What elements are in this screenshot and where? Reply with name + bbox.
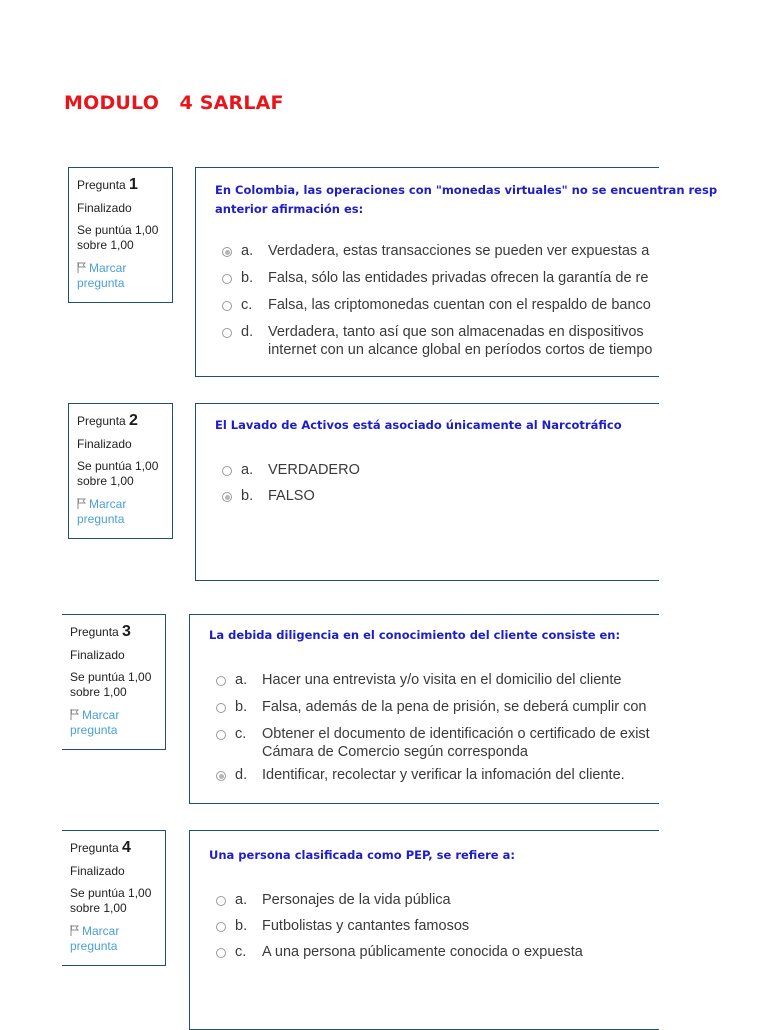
question-heading xyxy=(70,839,157,857)
option-text-line-2: internet con un alcance global en períodos cortos de tiempo xyxy=(268,342,653,358)
flag-question-link[interactable] xyxy=(70,708,157,738)
option-text: Identificar, recolectar y verificar la infomación del cliente. xyxy=(262,767,625,783)
option-text: Falsa, sólo las entidades privadas ofrecen la garantía de re xyxy=(268,270,649,286)
question-content xyxy=(195,167,718,377)
option-text-line-1: Obtener el documento de identificación o certificado de exist xyxy=(262,726,650,742)
question-score xyxy=(77,223,164,253)
answer-option-a[interactable] xyxy=(222,461,659,479)
flag-line-2: pregunta xyxy=(70,939,118,953)
flag-question-link[interactable] xyxy=(77,497,164,527)
question-number: 3 xyxy=(122,623,131,640)
flag-icon xyxy=(77,262,86,273)
question-state: Finalizado xyxy=(77,437,132,451)
option-letter: a. xyxy=(241,243,254,259)
score-line-2: sobre 1,00 xyxy=(77,238,134,252)
option-letter: a. xyxy=(241,462,254,478)
score-line-1: Se puntúa 1,00 xyxy=(70,886,152,900)
question-number: 2 xyxy=(129,412,138,429)
option-letter: a. xyxy=(235,672,248,688)
flag-line-2: pregunta xyxy=(77,512,125,526)
option-text: Falsa, las criptomonedas cuentan con el respaldo de banco xyxy=(268,297,651,313)
option-text-line-2: Cámara de Comercio según corresponda xyxy=(262,744,528,760)
answer-options xyxy=(222,242,659,359)
option-text: VERDADERO xyxy=(268,462,360,478)
answer-option-d[interactable] xyxy=(222,323,659,359)
option-letter: d. xyxy=(235,767,248,783)
option-letter: c. xyxy=(235,944,247,960)
question-3 xyxy=(0,614,768,806)
question-content xyxy=(189,614,659,804)
question-text xyxy=(215,416,622,435)
question-info-box xyxy=(62,614,166,750)
flag-line-2: pregunta xyxy=(77,276,125,290)
answer-option-b[interactable] xyxy=(222,269,659,287)
question-score xyxy=(70,886,157,916)
question-heading xyxy=(77,412,164,430)
option-text: Futbolistas y cantantes famosos xyxy=(262,918,470,934)
option-text: Falsa, además de la pena de prisión, se deberá cumplir con xyxy=(262,699,647,715)
document-title: MODULO 4 SARLAF xyxy=(64,92,284,114)
option-text: Personajes de la vida pública xyxy=(262,892,451,908)
score-line-1: Se puntúa 1,00 xyxy=(77,223,159,237)
radio-button-selected[interactable] xyxy=(222,247,232,257)
radio-button[interactable] xyxy=(216,703,226,713)
answer-option-a[interactable] xyxy=(216,891,659,909)
question-state: Finalizado xyxy=(70,864,125,878)
option-letter: c. xyxy=(235,726,247,742)
option-letter: d. xyxy=(241,324,254,340)
answer-option-c[interactable] xyxy=(222,296,659,314)
option-letter: b. xyxy=(241,488,254,504)
option-letter: c. xyxy=(241,297,253,313)
option-text: Hacer una entrevista y/o visita en el domicilio del cliente xyxy=(262,672,622,688)
question-score xyxy=(77,459,164,489)
answer-option-d[interactable] xyxy=(216,766,659,784)
question-content xyxy=(195,403,659,581)
option-text xyxy=(262,725,650,761)
answer-option-a[interactable] xyxy=(216,671,659,689)
score-line-1: Se puntúa 1,00 xyxy=(77,459,159,473)
answer-option-b[interactable] xyxy=(222,487,659,505)
flag-question-link[interactable] xyxy=(70,924,157,954)
question-4 xyxy=(0,830,768,960)
answer-options xyxy=(216,891,659,961)
question-text-line-1: La debida diligencia en el conocimiento del cliente consiste en: xyxy=(209,628,621,642)
answer-option-b[interactable] xyxy=(216,917,659,935)
question-text-line-1: El Lavado de Activos está asociado únicamente al Narcotráfico xyxy=(215,418,622,432)
answer-option-c[interactable] xyxy=(216,725,659,761)
question-info-box xyxy=(68,167,173,303)
radio-button[interactable] xyxy=(216,922,226,932)
answer-option-a[interactable] xyxy=(222,242,659,260)
answer-options xyxy=(222,461,659,505)
answer-option-c[interactable] xyxy=(216,943,659,961)
question-content xyxy=(189,830,659,1030)
radio-button[interactable] xyxy=(216,896,226,906)
question-text-line-2: anterior afirmación es: xyxy=(215,202,364,216)
question-number: 4 xyxy=(122,839,131,856)
option-letter: a. xyxy=(235,892,248,908)
score-line-2: sobre 1,00 xyxy=(70,901,127,915)
answer-option-b[interactable] xyxy=(216,698,659,716)
option-text xyxy=(268,323,653,359)
radio-button-selected[interactable] xyxy=(216,771,226,781)
question-1 xyxy=(0,167,768,379)
question-label: Pregunta xyxy=(77,178,126,192)
radio-button[interactable] xyxy=(222,466,232,476)
question-heading xyxy=(70,623,157,641)
option-text-line-1: Verdadera, tanto así que son almacenadas en dispositivos xyxy=(268,324,644,340)
flag-line-1: Marcar xyxy=(82,924,120,938)
question-2 xyxy=(0,403,768,583)
option-letter: b. xyxy=(235,699,248,715)
question-label: Pregunta xyxy=(70,841,119,855)
question-text xyxy=(215,181,717,219)
flag-icon xyxy=(77,498,86,509)
question-text-line-1: En Colombia, las operaciones con "monedas virtuales" no se encuentran resp xyxy=(215,183,718,197)
question-label: Pregunta xyxy=(77,414,126,428)
option-letter: b. xyxy=(241,270,254,286)
radio-button[interactable] xyxy=(216,730,226,740)
option-text: FALSO xyxy=(268,488,315,504)
flag-question-link[interactable] xyxy=(77,261,164,291)
option-text: A una persona públicamente conocida o expuesta xyxy=(262,944,583,960)
flag-line-1: Marcar xyxy=(89,261,127,275)
question-state: Finalizado xyxy=(77,201,132,215)
flag-line-2: pregunta xyxy=(70,723,118,737)
score-line-1: Se puntúa 1,00 xyxy=(70,670,152,684)
flag-line-1: Marcar xyxy=(89,497,127,511)
radio-button[interactable] xyxy=(216,676,226,686)
flag-icon xyxy=(70,709,79,720)
question-label: Pregunta xyxy=(70,625,119,639)
question-heading xyxy=(77,176,164,194)
question-info-box xyxy=(68,403,173,539)
radio-button[interactable] xyxy=(216,948,226,958)
score-line-2: sobre 1,00 xyxy=(77,474,134,488)
question-info-box xyxy=(62,830,166,966)
radio-button[interactable] xyxy=(222,274,232,284)
flag-line-1: Marcar xyxy=(82,708,120,722)
radio-button-selected[interactable] xyxy=(222,492,232,502)
question-text xyxy=(209,626,620,645)
score-line-2: sobre 1,00 xyxy=(70,685,127,699)
question-text-line-1: Una persona clasificada como PEP, se refiere a: xyxy=(209,848,515,862)
question-score xyxy=(70,670,157,700)
radio-button[interactable] xyxy=(222,301,232,311)
option-text: Verdadera, estas transacciones se pueden ver expuestas a xyxy=(268,243,650,259)
flag-icon xyxy=(70,925,79,936)
answer-options xyxy=(216,671,659,784)
question-number: 1 xyxy=(129,176,138,193)
option-letter: b. xyxy=(235,918,248,934)
question-state: Finalizado xyxy=(70,648,125,662)
question-text xyxy=(209,846,515,865)
radio-button[interactable] xyxy=(222,328,232,338)
